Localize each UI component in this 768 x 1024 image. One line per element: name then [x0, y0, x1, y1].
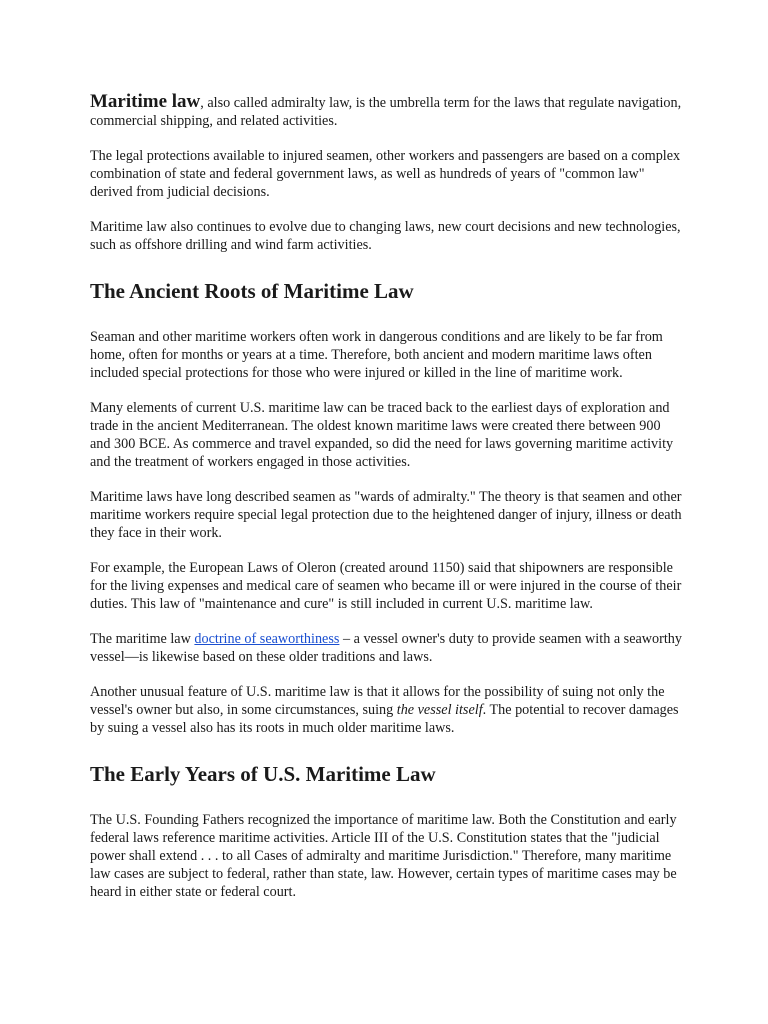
- ancient-paragraph-5-text-b: – a vessel owner's duty to provide seamen with a seaworthy vessel—is likewise based on these older traditions and laws.: [90, 631, 682, 665]
- ancient-paragraph-1: Seaman and other maritime workers often work in dangerous conditions and are likely to be far from home, often for months or years at a time. Therefore, both ancient and modern maritime laws often included special protections for those who were injured or killed in the line of maritime work.: [90, 329, 663, 381]
- heading-ancient-roots: The Ancient Roots of Maritime Law: [90, 279, 414, 303]
- early-paragraph-1: The U.S. Founding Fathers recognized the importance of maritime law. Both the Constitution and early federal laws reference maritime activities. Article III of the U.S. Constitution states that the "judicial power shall extend . . . to all Cases of admiralty and maritime Jurisdiction." Therefore, many maritime law cases are subject to federal, rather than state, law. However, certain types of maritime cases may be heard in either state or federal court.: [90, 812, 677, 900]
- intro-paragraph-1: [90, 93, 682, 130]
- ancient-paragraph-6: [90, 683, 682, 737]
- ancient-paragraph-2: Many elements of current U.S. maritime law can be traced back to the earliest days of exploration and trade in the ancient Mediterranean. The oldest known maritime laws were created there between 900 and 300 BCE. As commerce and travel expanded, so did the need for laws governing maritime activity and the treatment of workers engaged in those activities.: [90, 400, 674, 470]
- vessel-itself-emphasis: the vessel itself: [396, 702, 483, 718]
- ancient-paragraph-5: [90, 630, 682, 666]
- ancient-paragraph-3: Maritime laws have long described seamen as "wards of admiralty." The theory is that seamen and other maritime workers require special legal protection due to the heightened danger of injury, illness or death they face in their work.: [90, 489, 682, 541]
- seaworthiness-link[interactable]: doctrine of seaworthiness: [194, 631, 340, 647]
- intro-paragraph-3: Maritime law also continues to evolve due to changing laws, new court decisions and new technologies, such as offshore drilling and wind farm activities.: [90, 219, 681, 253]
- intro-paragraph-2: The legal protections available to injured seamen, other workers and passengers are based on a complex combination of state and federal government laws, as well as hundreds of years of "common law" derived from judicial decisions.: [90, 148, 681, 200]
- ancient-paragraph-6-text-b: . The potential to recover damages by suing a vessel also has its roots in much older maritime laws.: [90, 702, 679, 736]
- intro-paragraph-1-text: , also called admiralty law, is the umbrella term for the laws that regulate navigation, commercial shipping, and related activities.: [90, 95, 682, 129]
- ancient-paragraph-6-text-a: Another unusual feature of U.S. maritime law is that it allows for the possibility of suing not only the vessel's owner but also, in some circumstances, suing: [90, 684, 665, 718]
- document-page: [90, 93, 682, 918]
- ancient-paragraph-4: For example, the European Laws of Oleron (created around 1150) said that shipowners are responsible for the living expenses and medical care of seamen who became ill or were injured in the course of their duties. This law of "maintenance and cure" is still included in current U.S. maritime law.: [90, 560, 682, 612]
- ancient-paragraph-5-text-a: The maritime law: [90, 631, 195, 647]
- lead-term: Maritime law: [90, 91, 201, 112]
- heading-early-years: The Early Years of U.S. Maritime Law: [90, 762, 436, 786]
